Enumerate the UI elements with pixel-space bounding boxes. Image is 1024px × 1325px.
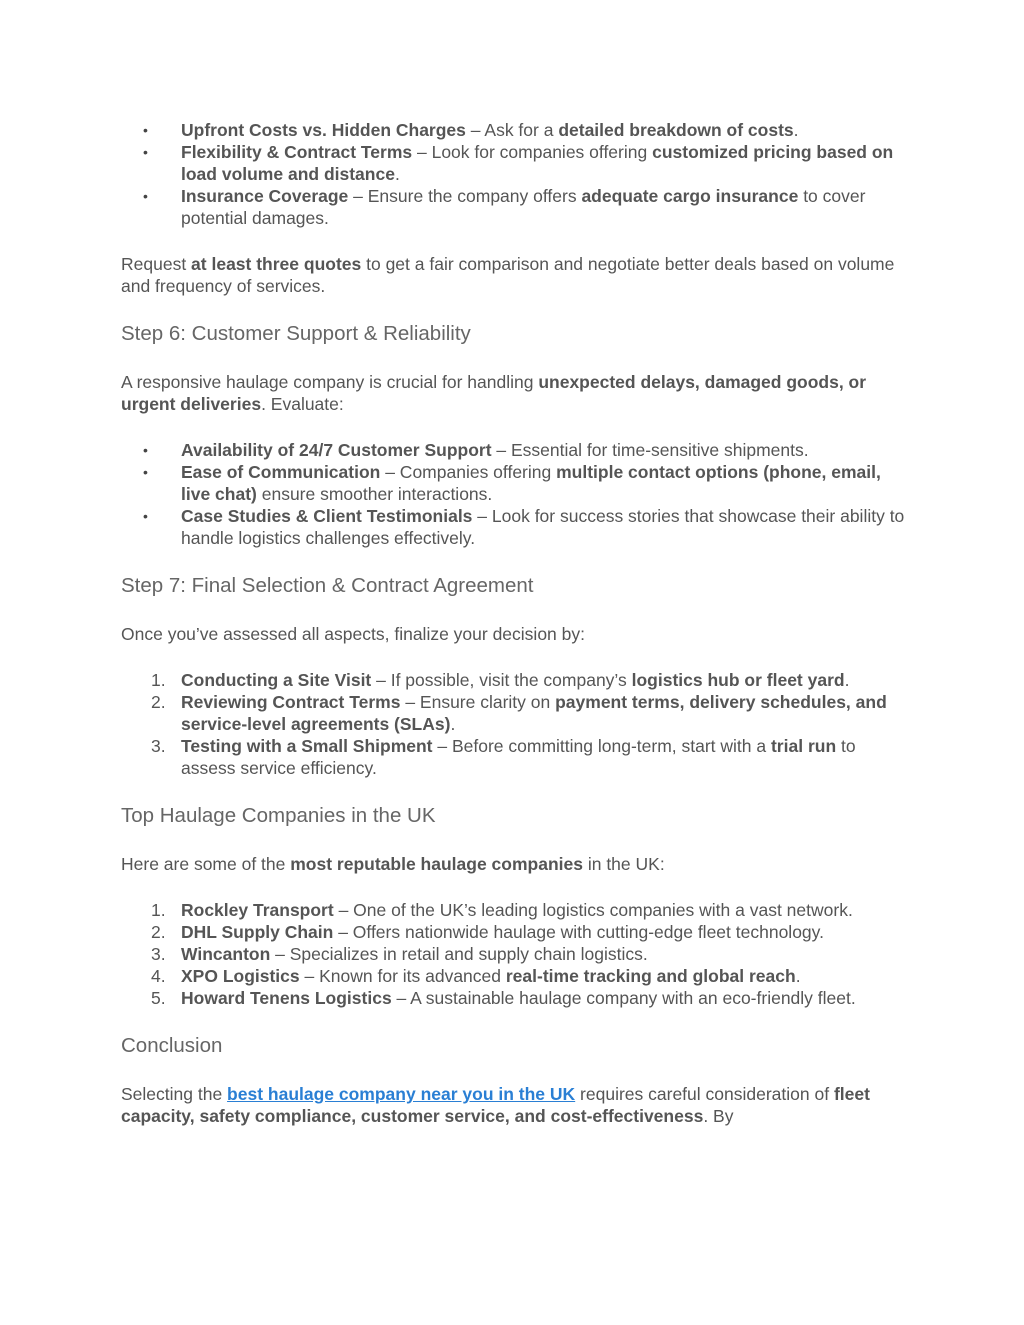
conclusion-paragraph: Selecting the best haulage company near you in the UK requires careful consideration of fleet capacity, safety compliance, customer service, and cost-effectiveness. By xyxy=(121,1084,870,1126)
list-item: • Availability of 24/7 Customer Support – Essential for time-sensitive shipments. xyxy=(121,439,911,461)
list-item: 3. Wincanton – Specializes in retail and supply chain logistics. xyxy=(151,944,648,964)
selection-steps-list xyxy=(121,669,911,779)
list-item: • Flexibility & Contract Terms – Look for companies offering customized pricing based on load volume and distance. xyxy=(121,141,911,185)
list-item: 1. Rockley Transport – One of the UK’s leading logistics companies with a vast network. xyxy=(151,900,853,920)
support-list xyxy=(121,439,911,549)
best-haulage-link[interactable]: best haulage company near you in the UK xyxy=(227,1084,576,1104)
list-item: • Insurance Coverage – Ensure the company offers adequate cargo insurance to cover potential damages. xyxy=(121,185,911,229)
support-paragraph: A responsive haulage company is crucial for handling unexpected delays, damaged goods, or urgent deliveries. Evaluate: xyxy=(121,372,867,414)
list-item: 2. Reviewing Contract Terms – Ensure clarity on payment terms, delivery schedules, and service-level agreements (SLAs). xyxy=(151,692,887,734)
quotes-paragraph: Request at least three quotes to get a fair comparison and negotiate better deals based on volume and frequency of services. xyxy=(121,254,895,296)
list-item: • Upfront Costs vs. Hidden Charges – Ask for a detailed breakdown of costs. xyxy=(121,119,911,141)
conclusion-heading: Conclusion xyxy=(121,1034,223,1057)
top-companies-heading: Top Haulage Companies in the UK xyxy=(121,804,436,827)
list-item: 4. XPO Logistics – Known for its advanced real-time tracking and global reach. xyxy=(151,966,801,986)
companies-list xyxy=(121,899,911,1009)
list-item: 3. Testing with a Small Shipment – Before committing long-term, start with a trial run to assess service efficiency. xyxy=(151,736,856,778)
selection-paragraph: Once you’ve assessed all aspects, finalize your decision by: xyxy=(121,624,585,644)
cost-factors-list xyxy=(121,119,911,229)
step6-heading: Step 6: Customer Support & Reliability xyxy=(121,322,471,345)
list-item: 5. Howard Tenens Logistics – A sustainable haulage company with an eco-friendly fleet. xyxy=(151,988,856,1008)
companies-intro-paragraph: Here are some of the most reputable haulage companies in the UK: xyxy=(121,854,665,874)
list-item: • Case Studies & Client Testimonials – Look for success stories that showcase their ability to handle logistics challenges effectively. xyxy=(121,505,911,549)
list-item: 2. DHL Supply Chain – Offers nationwide haulage with cutting-edge fleet technology. xyxy=(151,922,824,942)
document-body xyxy=(121,119,911,1127)
step7-heading: Step 7: Final Selection & Contract Agreement xyxy=(121,574,534,597)
list-item: 1. Conducting a Site Visit – If possible, visit the company’s logistics hub or fleet yard. xyxy=(151,670,850,690)
list-item: • Ease of Communication – Companies offering multiple contact options (phone, email, live chat) ensure smoother interactions. xyxy=(121,461,911,505)
